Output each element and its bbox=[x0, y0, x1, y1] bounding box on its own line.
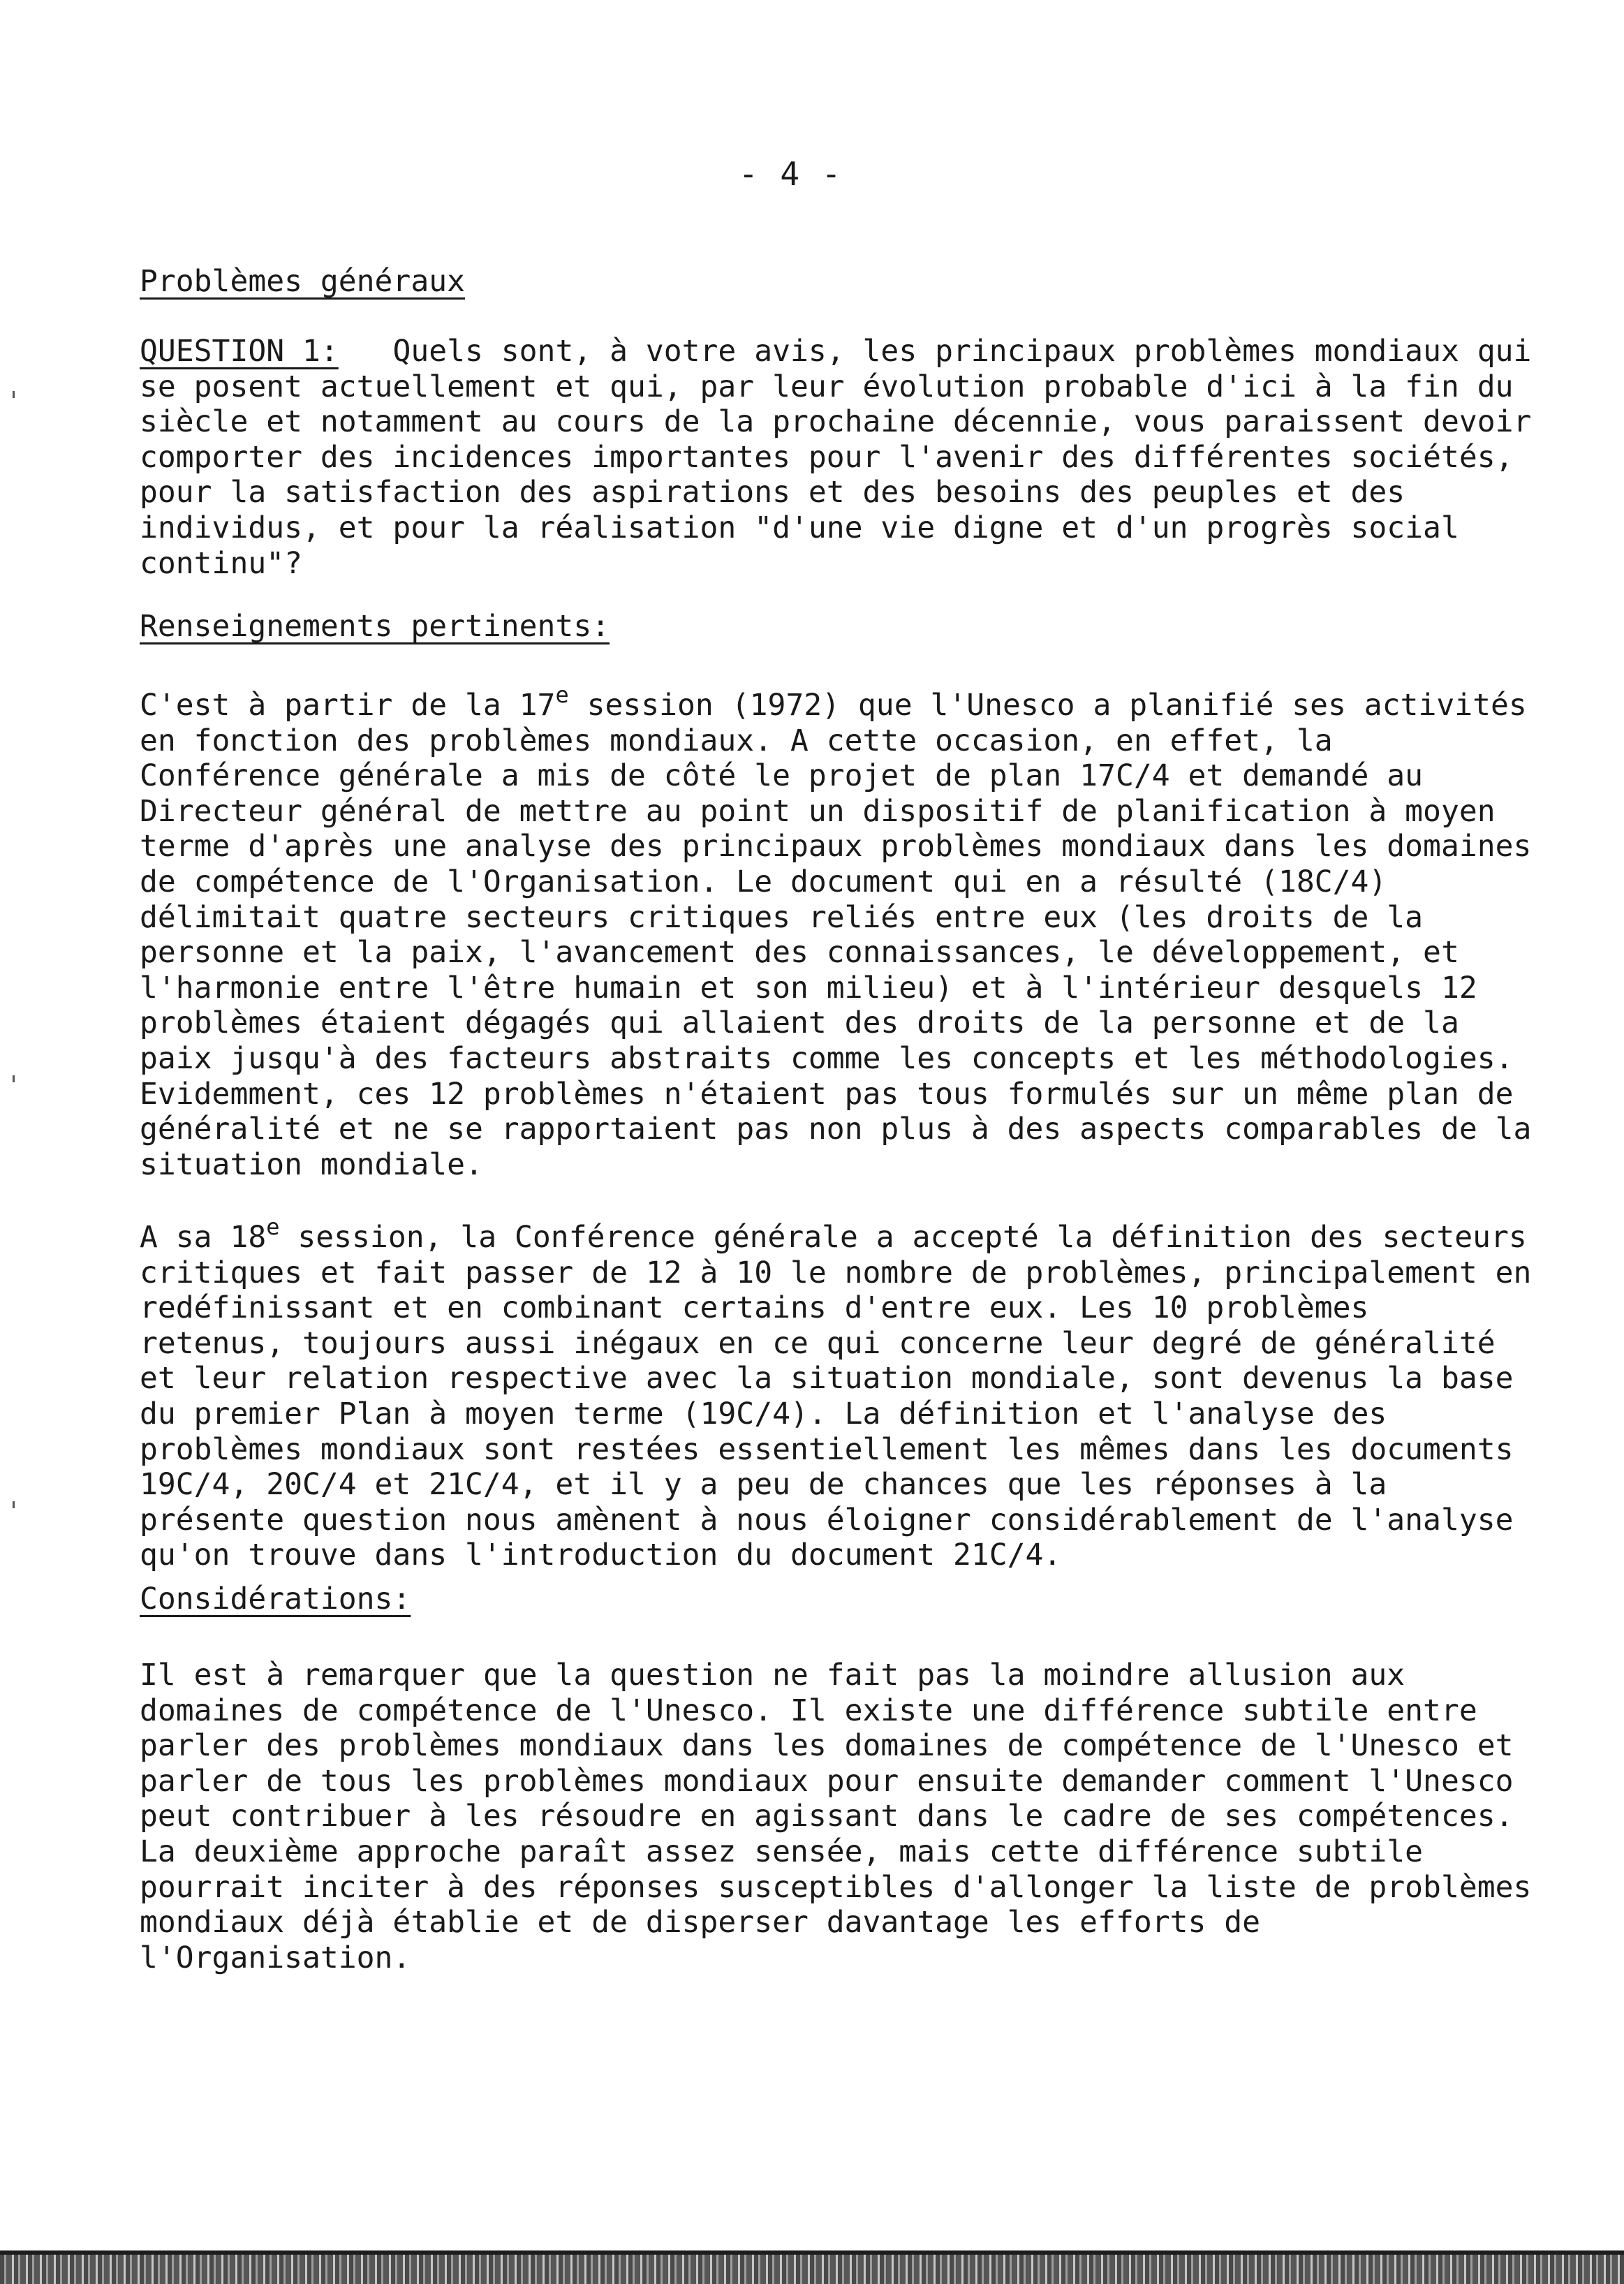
question-line: continu"? bbox=[140, 545, 302, 581]
question-line: pour la satisfaction des aspirations et des besoins des peuples et des bbox=[140, 475, 1405, 510]
paragraph-line: retenus, toujours aussi inégaux en ce qui concerne leur degré de généralité bbox=[140, 1325, 1496, 1361]
renseignements-paragraph-1 bbox=[140, 677, 1536, 1182]
question-line: siècle et notamment au cours de la prochaine décennie, vous paraissent devoir bbox=[140, 404, 1532, 440]
question-line: comporter des incidences importantes pour l'avenir des différentes sociétés, bbox=[140, 439, 1514, 475]
heading-renseignements-pertinents: Renseignements pertinents: bbox=[140, 609, 610, 644]
paragraph-line: 19C/4, 20C/4 et 21C/4, et il y a peu de chances que les réponses à la bbox=[140, 1467, 1387, 1503]
paragraph-line: parler de tous les problèmes mondiaux pour ensuite demander comment l'Unesco bbox=[140, 1763, 1514, 1799]
line-text: C'est à partir de la 17 bbox=[140, 688, 556, 723]
question-line: individus, et pour la réalisation "d'une vie digne et d'un progrès social bbox=[140, 510, 1459, 545]
question-1-paragraph bbox=[140, 334, 1536, 581]
paragraph-line: La deuxième approche paraît assez sensée, mais cette différence subtile bbox=[140, 1834, 1424, 1869]
line-text: session, la Conférence générale a accepté la définition des secteurs bbox=[279, 1220, 1527, 1255]
line-text: session (1972) que l'Unesco a planifié ses activités bbox=[568, 688, 1527, 723]
page-number: - 4 - bbox=[739, 155, 843, 193]
paragraph-line: redéfinissant et en combinant certains d'entre eux. Les 10 problèmes bbox=[140, 1290, 1369, 1326]
paragraph-line: domaines de compétence de l'Unesco. Il existe une différence subtile entre bbox=[140, 1693, 1477, 1728]
paragraph-line: problèmes étaient dégagés qui allaient des droits de la personne et de la bbox=[140, 1005, 1459, 1041]
heading-considerations: Considérations: bbox=[140, 1582, 411, 1616]
paragraph-line: Conférence générale a mis de côté le projet de plan 17C/4 et demandé au bbox=[140, 758, 1424, 794]
heading-problemes-generaux: Problèmes généraux bbox=[140, 264, 465, 299]
considerations-paragraph bbox=[140, 1658, 1536, 1975]
paragraph-line: en fonction des problèmes mondiaux. A cette occasion, en effet, la bbox=[140, 723, 1333, 758]
paragraph-line: pourrait inciter à des réponses susceptibles d'allonger la liste de problèmes bbox=[140, 1869, 1532, 1905]
paragraph-line bbox=[140, 1209, 1536, 1255]
paragraph-line: situation mondiale. bbox=[140, 1147, 483, 1182]
scan-speck bbox=[13, 1501, 15, 1508]
question-line bbox=[140, 334, 1536, 369]
paragraph-line: problèmes mondiaux sont restées essentiellement les mêmes dans les documents bbox=[140, 1431, 1514, 1467]
question-line-text: Quels sont, à votre avis, les principaux problèmes mondiaux qui bbox=[338, 334, 1532, 369]
paragraph-line: mondiaux déjà établie et de disperser davantage les efforts de bbox=[140, 1905, 1261, 1940]
paragraph-line: présente question nous amènent à nous éloigner considérablement de l'analyse bbox=[140, 1502, 1514, 1538]
paragraph-line: du premier Plan à moyen terme (19C/4). La définition et l'analyse des bbox=[140, 1396, 1387, 1431]
paragraph-line: et leur relation respective avec la situation mondiale, sont devenus la base bbox=[140, 1361, 1514, 1397]
paragraph-line: critiques et fait passer de 12 à 10 le nombre de problèmes, principalement en bbox=[140, 1255, 1532, 1290]
scan-speck bbox=[13, 1075, 15, 1082]
scan-speck bbox=[13, 391, 15, 398]
line-text: A sa 18 bbox=[140, 1220, 267, 1255]
paragraph-line: délimitait quatre secteurs critiques reliés entre eux (les droits de la bbox=[140, 899, 1424, 935]
paragraph-line: qu'on trouve dans l'introduction du document 21C/4. bbox=[140, 1538, 1062, 1573]
paragraph-line: de compétence de l'Organisation. Le document qui en a résulté (18C/4) bbox=[140, 864, 1387, 899]
paragraph-line: l'harmonie entre l'être humain et son milieu) et à l'intérieur desquels 12 bbox=[140, 970, 1477, 1005]
paragraph-line: peut contribuer à les résoudre en agissant dans le cadre de ses compétences. bbox=[140, 1799, 1514, 1834]
paragraph-line: parler des problèmes mondiaux dans les domaines de compétence de l'Unesco et bbox=[140, 1728, 1514, 1764]
paragraph-line bbox=[140, 677, 1536, 723]
paragraph-line: paix jusqu'à des facteurs abstraits comme les concepts et les méthodologies. bbox=[140, 1040, 1514, 1076]
ordinal-superscript: e bbox=[266, 1214, 280, 1240]
paragraph-line: Il est à remarquer que la question ne fait pas la moindre allusion aux bbox=[140, 1658, 1405, 1693]
paragraph-line: Evidemment, ces 12 problèmes n'étaient pas tous formulés sur un même plan de bbox=[140, 1076, 1514, 1112]
paragraph-line: terme d'après une analyse des principaux problèmes mondiaux dans les domaines bbox=[140, 829, 1532, 864]
paragraph-line: l'Organisation. bbox=[140, 1940, 411, 1975]
paragraph-line: Directeur général de mettre au point un dispositif de planification à moyen bbox=[140, 793, 1496, 829]
paragraph-line: généralité et ne se rapportaient pas non plus à des aspects comparables de la bbox=[140, 1112, 1532, 1147]
renseignements-paragraph-2 bbox=[140, 1209, 1536, 1573]
question-label: QUESTION 1: bbox=[140, 334, 339, 369]
question-line: se posent actuellement et qui, par leur évolution probable d'ici à la fin du bbox=[140, 369, 1514, 404]
ordinal-superscript: e bbox=[555, 681, 569, 708]
scan-edge-strip bbox=[0, 2255, 1624, 2284]
paragraph-line: personne et la paix, l'avancement des connaissances, le développement, et bbox=[140, 935, 1459, 971]
